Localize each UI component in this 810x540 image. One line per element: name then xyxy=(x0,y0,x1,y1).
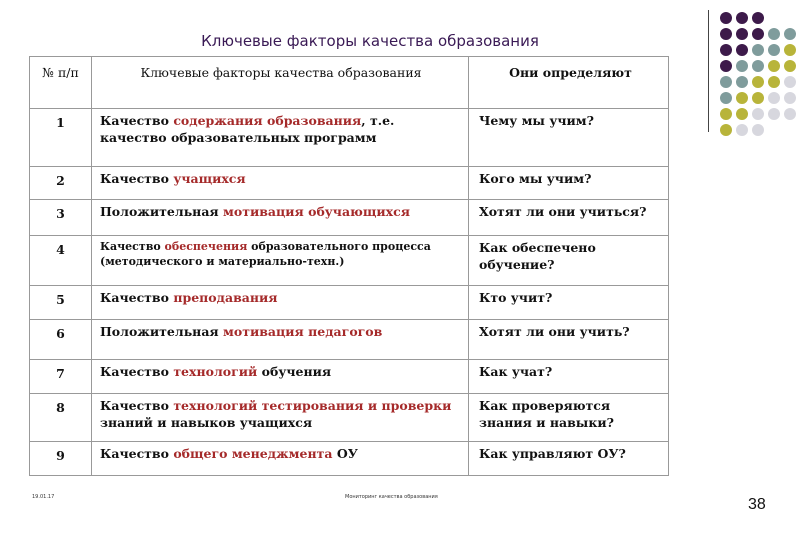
decorative-dot xyxy=(768,60,780,72)
page-title: Ключевые факторы качества образования xyxy=(201,32,539,50)
factor-highlight: мотивация педагогов xyxy=(223,324,383,339)
decorative-dot xyxy=(720,124,732,136)
row-number: 7 xyxy=(30,360,92,394)
table-row xyxy=(30,394,669,442)
factor-text: Положительная xyxy=(100,204,224,219)
row-answer: Как проверяются знания и навыки? xyxy=(469,394,669,442)
decorative-dot xyxy=(784,28,796,40)
row-factor xyxy=(92,286,469,320)
row-answer: Хотят ли они учить? xyxy=(469,320,669,360)
row-answer: Как учат? xyxy=(469,360,669,394)
factor-text: Качество xyxy=(100,240,165,253)
factor-text: ОУ xyxy=(332,446,358,461)
decorative-dot xyxy=(720,28,732,40)
header-number: № п/п xyxy=(30,57,92,109)
factor-highlight: обеспечения xyxy=(164,240,248,253)
row-factor xyxy=(92,109,469,167)
decorative-dot xyxy=(720,76,732,88)
factor-text: , т.е. качество образовательных программ xyxy=(100,113,395,145)
row-number: 4 xyxy=(30,236,92,286)
decorative-dot xyxy=(768,44,780,56)
factor-text: Качество xyxy=(100,171,174,186)
decorative-dot xyxy=(736,76,748,88)
decorative-dot xyxy=(736,92,748,104)
decorative-divider xyxy=(708,10,709,132)
row-factor xyxy=(92,394,469,442)
row-number: 5 xyxy=(30,286,92,320)
decorative-dot xyxy=(736,28,748,40)
table-row xyxy=(30,200,669,236)
header-answer: Они определяют xyxy=(469,57,669,109)
footer-date: 19.01.17 xyxy=(32,494,55,500)
factor-highlight: содержания образования xyxy=(173,113,362,128)
decorative-dot xyxy=(752,108,764,120)
decorative-dot xyxy=(784,76,796,88)
table-row xyxy=(30,109,669,167)
row-answer: Как управляют ОУ? xyxy=(469,442,669,476)
factor-highlight: учащихся xyxy=(173,171,246,186)
table-row xyxy=(30,286,669,320)
decorative-dot xyxy=(752,60,764,72)
decorative-dot xyxy=(768,108,780,120)
factor-text: Качество xyxy=(100,364,174,379)
row-answer: Чему мы учим? xyxy=(469,109,669,167)
table-row xyxy=(30,442,669,476)
row-number: 1 xyxy=(30,109,92,167)
row-factor xyxy=(92,360,469,394)
decorative-dot xyxy=(736,60,748,72)
row-answer: Кто учит? xyxy=(469,286,669,320)
row-answer: Кого мы учим? xyxy=(469,167,669,200)
row-number: 9 xyxy=(30,442,92,476)
decorative-dot xyxy=(768,28,780,40)
row-number: 3 xyxy=(30,200,92,236)
decorative-dot xyxy=(720,108,732,120)
decorative-dot xyxy=(736,12,748,24)
row-factor xyxy=(92,200,469,236)
factor-highlight: технологий тестирования и проверки xyxy=(173,398,452,413)
factor-text: Качество xyxy=(100,290,174,305)
decorative-dot xyxy=(720,60,732,72)
table-header-row xyxy=(30,57,669,109)
row-factor xyxy=(92,442,469,476)
factor-text: Качество xyxy=(100,446,174,461)
decorative-dot xyxy=(784,108,796,120)
decorative-dot xyxy=(752,124,764,136)
row-factor xyxy=(92,167,469,200)
factor-highlight: преподавания xyxy=(173,290,278,305)
decorative-dot xyxy=(736,44,748,56)
factor-text: обучения xyxy=(257,364,332,379)
table-row xyxy=(30,320,669,360)
decorative-dot xyxy=(752,28,764,40)
factor-highlight: технологий xyxy=(173,364,258,379)
factor-highlight: мотивация обучающихся xyxy=(223,204,410,219)
decorative-dot xyxy=(720,12,732,24)
quality-factors-table xyxy=(29,56,669,476)
factor-text: Положительная xyxy=(100,324,224,339)
page-number: 38 xyxy=(748,496,766,513)
table-row xyxy=(30,167,669,200)
decorative-dot-grid xyxy=(717,12,802,137)
factor-text: Качество xyxy=(100,398,174,413)
row-number: 8 xyxy=(30,394,92,442)
decorative-dot xyxy=(752,76,764,88)
table-row xyxy=(30,360,669,394)
row-factor xyxy=(92,320,469,360)
decorative-dot xyxy=(752,44,764,56)
decorative-dot xyxy=(752,92,764,104)
factor-text: Качество xyxy=(100,113,174,128)
factor-text: знаний и навыков учащихся xyxy=(100,414,313,430)
header-factor: Ключевые факторы качества образования xyxy=(92,57,469,109)
decorative-dot xyxy=(784,60,796,72)
decorative-dot xyxy=(752,12,764,24)
decorative-dot xyxy=(720,44,732,56)
row-number: 2 xyxy=(30,167,92,200)
factor-text: образовательного процесса (методического и материально-техн.) xyxy=(100,240,431,268)
decorative-dot xyxy=(768,76,780,88)
decorative-dot xyxy=(768,92,780,104)
decorative-dot xyxy=(784,44,796,56)
row-factor xyxy=(92,236,469,286)
factor-highlight: общего менеджмента xyxy=(173,446,333,461)
row-answer: Хотят ли они учиться? xyxy=(469,200,669,236)
decorative-dot xyxy=(720,92,732,104)
row-number: 6 xyxy=(30,320,92,360)
footer-caption: Мониторинг качества образования xyxy=(345,494,438,500)
decorative-dot xyxy=(736,124,748,136)
decorative-dot xyxy=(736,108,748,120)
table-row xyxy=(30,236,669,286)
decorative-dot xyxy=(784,92,796,104)
row-answer: Как обеспечено обучение? xyxy=(469,236,669,286)
